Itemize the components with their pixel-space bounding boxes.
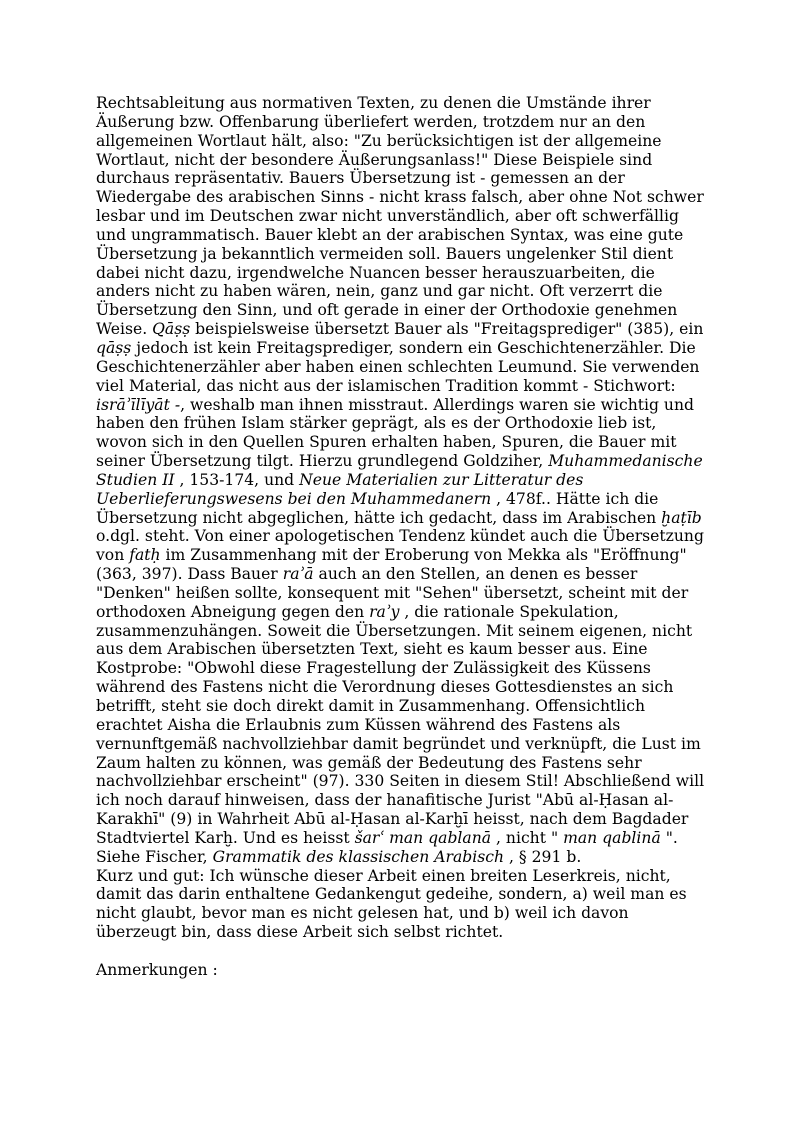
italic-term: Neue Materialien zur Litteratur des Ueberlieferungswesens bei den Muhammedanern	[96, 470, 584, 508]
italic-term: šarʿ man qablanā	[354, 828, 492, 847]
italic-term: raʾy	[369, 602, 400, 621]
notes-heading: Anmerkungen :	[96, 960, 218, 979]
text-run: , 478f.. Hätte ich die Übersetzung nicht abgeglichen, hätte ich gedacht, dass im Arabischen	[96, 489, 662, 527]
text-run: jedoch ist kein Freitagsprediger, sondern ein Geschichtenerzähler. Die Geschichtenerzähler aber haben einen schlechten Leumund. Sie verwenden viel Material, das nicht aus der islamischen Tradition kommt - Stichwort:	[96, 338, 700, 395]
review-paragraph-main	[96, 94, 706, 867]
text-run: im Zusammenhang mit der Eroberung von Mekka als "Eröffnung" (363, 397). Dass Bauer	[96, 546, 687, 584]
text-run: o.dgl. steht. Von einer apologetischen Tendenz kündet auch die Übersetzung von	[96, 527, 704, 565]
italic-term: Muhammedanische Studien II	[96, 452, 703, 489]
italic-term: isrāʾīlīyāt -	[96, 395, 181, 414]
italic-term: ḫaṭīb	[661, 508, 702, 527]
italic-term: qāṣṣ	[96, 338, 132, 357]
italic-term: man qablinā	[563, 828, 661, 847]
text-run: , 153-174, und	[174, 470, 300, 489]
italic-term: fatḥ	[129, 546, 161, 565]
text-run: beispielsweise übersetzt Bauer als "Freitagsprediger" (385), ein	[190, 320, 704, 339]
text-run: auch an den Stellen, an denen es besser "Denken" heißen sollte, konsequent mit "Sehen" übersetzt, scheint mit der orthodoxen Abneigung gegen den	[96, 565, 689, 621]
italic-term: raʾā	[282, 565, 314, 584]
text-run: , die rationale Spekulation, zusammenzuhängen. Soweit die Übersetzungen. Mit seinem eigenen, nicht aus dem Arabischen übersetzten Text, sieht es kaum besser aus. Eine Kostprobe: "Obwohl diese Fragestellung der Zulässigkeit des Küssens während des Fastens nicht die Verordnung dieses Gottesdienstes an sich betrifft, steht sie doch direkt damit in Zusammenhang. Offensichtlich erachtet Aisha die Erlaubnis zum Küssen während des Fastens als vernunftgemäß nachvollziehbar damit begründet und verknüpft, die Lust im Zaum halten zu können, was gemäß der Bedeutung des Fastens sehr nachvollziehbar erscheint" (97). 330 Seiten in diesem Stil! Abschließend will ich noch darauf hinweisen, dass der hanafitische Jurist "Abū al-Ḥasan al-Karakhī" (9) in Wahrheit Abū al-Ḥasan al-Karḫī heisst, nach dem Bagdader Stadtviertel Karḫ. Und es heisst	[96, 602, 705, 847]
review-paragraph-conclusion: Kurz und gut: Ich wünsche dieser Arbeit einen breiten Leserkreis, nicht, damit das darin enthaltene Gedankengut gedeihe, sondern, a) weil man es nicht glaubt, bevor man es nicht gelesen hat, und b) weil ich davon überzeugt bin, dass diese Arbeit sich selbst richtet.	[96, 866, 687, 942]
text-run: , nicht "	[491, 828, 564, 847]
text-run: , § 291 b.	[504, 847, 582, 866]
document-body	[96, 94, 706, 980]
text-run: ". Siehe Fischer,	[96, 828, 678, 866]
text-run: Rechtsableitung aus normativen Texten, zu denen die Umstände ihrer Äußerung bzw. Offenbarung überliefert werden, trotzdem nur an den allgemeinen Wortlaut hält, also: "Zu berücksichtigen ist der allgemeine Wortlaut, nicht der besondere Äußerungsanlass!" Diese Beispiele sind durchaus repräsentativ. Bauers Übersetzung ist - gemessen an der Wiedergabe des arabischen Sinns - nicht krass falsch, aber ohne Not schwer lesbar und im Deutschen zwar nicht unverständlich, aber oft schwerfällig und ungrammatisch. Bauer klebt an der arabischen Syntax, was eine gute Übersetzung ja bekanntlich vermeiden soll. Bauers ungelenker Stil dient dabei nicht dazu, irgendwelche Nuancen besser herauszuarbeiten, die anders nicht zu haben wären, nein, ganz und gar nicht. Oft verzerrt die Übersetzung den Sinn, und oft gerade in einer der Orthodoxie genehmen Weise.	[96, 94, 704, 339]
italic-term: Qāṣṣ	[152, 320, 191, 339]
text-run: , weshalb man ihnen misstraut. Allerdings waren sie wichtig und haben den frühen Islam stärker geprägt, als es der Orthodoxie lieb ist, wovon sich in den Quellen Spuren erhalten haben, Spuren, die Bauer mit seiner Übersetzung tilgt. Hierzu grundlegend Goldziher,	[96, 395, 695, 471]
italic-term: Grammatik des klassischen Arabisch	[212, 847, 505, 866]
